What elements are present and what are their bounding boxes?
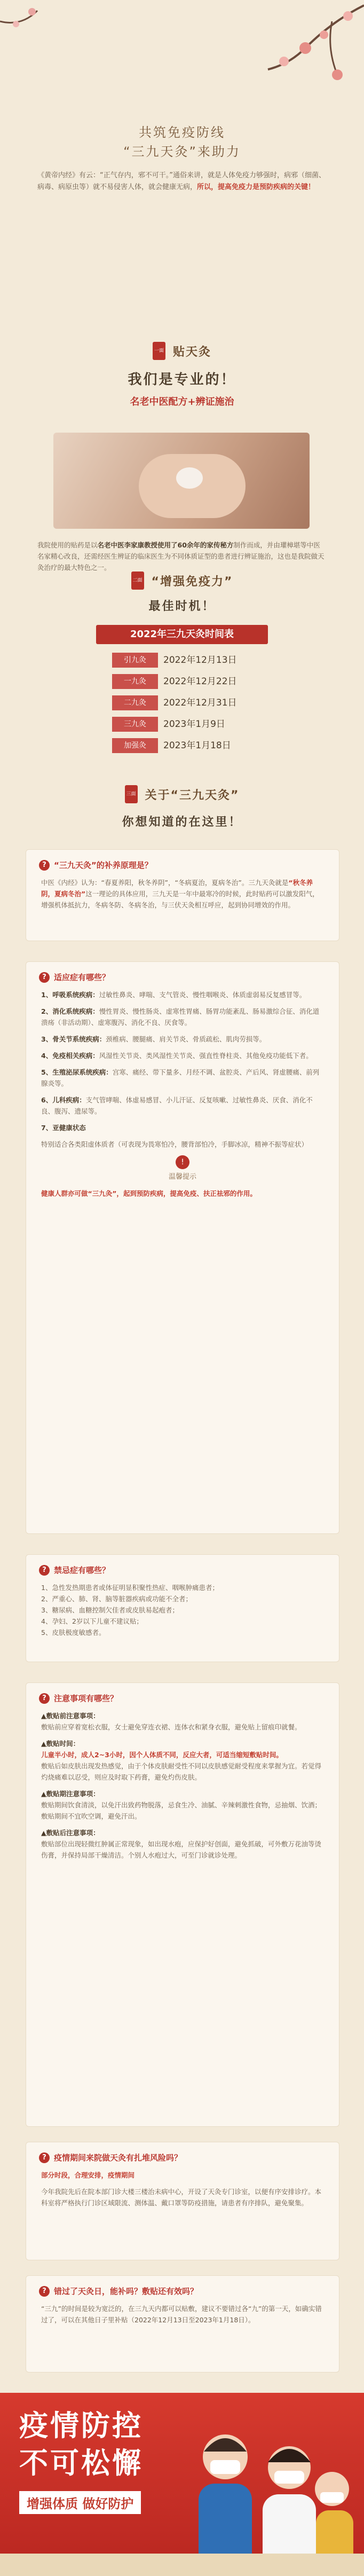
schedule-title: 2022年三九天灸时间表 <box>96 625 268 644</box>
schedule-row <box>112 695 272 711</box>
schedule-row <box>112 674 272 690</box>
faq-question-text: 适应症有哪些？ <box>54 973 110 982</box>
indication-item <box>41 1033 324 1045</box>
section1-para-bold: 名老中医李家康教授使用了60余年的家传秘方 <box>97 541 234 549</box>
indication-item <box>41 1050 324 1061</box>
faq-answer <box>26 1580 339 1646</box>
footer-stripe <box>0 2554 364 2576</box>
section3-badge: 三面 <box>125 785 138 803</box>
tip-label: 温馨提示 <box>168 1173 196 1181</box>
section2-badge: 二面 <box>131 571 144 590</box>
faq-answer <box>26 1708 339 1874</box>
indication-head: 3、骨关节系统疾病： <box>41 1035 106 1043</box>
schedule-label: 二九灸 <box>112 695 158 710</box>
indication-item <box>41 1006 324 1028</box>
faq-question <box>26 1555 339 1580</box>
indication-item <box>41 1067 324 1089</box>
faq-answer <box>26 2301 339 2338</box>
footer-banner <box>0 2393 364 2576</box>
precaution-red: 儿童半小时，成人2~3小时，因个人体质不同，反应大者，可适当缩短敷贴时间。 <box>41 1751 283 1759</box>
indication-item <box>41 1122 324 1133</box>
intro-highlight: 所以，提高免疫力是预防疾病的关键！ <box>197 183 315 191</box>
footer-line-1: 疫情防控 <box>19 2409 143 2442</box>
section1-paragraph <box>37 539 327 573</box>
schedule-row <box>112 738 272 754</box>
q1-text2: 这一理论的具体应用，三九天是一年中最寒冷的时候，此时贴药可以激发阳气，增强机体抵抗力，冬病冬防、冬病冬治，与三伏天灸相互呼应，起到协同增效的作用。 <box>41 890 319 909</box>
precaution-body: 敷贴后如皮肤出现发热感觉，由于个体皮肤耐受性不同以皮肤感觉耐受程度来掌握为宜。若觉得灼烧痛难以忍受，则应及时取下药膏，避免灼伤皮肤。 <box>41 1762 322 1781</box>
schedule-date: 2022年12月13日 <box>163 655 237 665</box>
precaution-head: ▲敷贴后注意事项： <box>41 1829 100 1837</box>
schedule-label: 引九灸 <box>112 653 158 668</box>
section1-title <box>0 342 364 360</box>
footer-line-2: 不可松懈 <box>19 2446 143 2480</box>
precaution-block <box>41 1788 324 1822</box>
section3-subtitle: 你想知道的在这里！ <box>122 816 242 829</box>
precaution-head: ▲敷贴期注意事项： <box>41 1790 100 1798</box>
q5-red-line: 部分时段，合理安排，疫情期间 <box>41 2171 135 2179</box>
faq-question-text: 禁忌症有哪些？ <box>54 1565 110 1575</box>
intro-text: 《黄帝内经》有云：“正气存内，邪不可干。”通俗来讲，就是人体免疫力够强时，病邪（细菌、病毒、病原虫等）就不易侵害人体，就会健康无病， <box>37 171 326 191</box>
plum-blossom-decoration <box>225 0 364 96</box>
faq-card-crowding <box>26 2142 339 2260</box>
schedule-label: 三九灸 <box>112 717 158 732</box>
precaution-body: 敷贴前应穿着宽松衣服，女士避免穿连衣裙、连体衣和紧身衣服，避免贴上留痕印就餐。 <box>41 1723 302 1731</box>
faq-question-text: 疫情期间来院做天灸有扎堆风险吗？ <box>54 2153 183 2163</box>
indication-head: 5、生殖泌尿系统疾病： <box>41 1068 113 1076</box>
q1-text1: 中医《内经》认为：“春夏养阳，秋冬养阴”，“冬病夏治，夏病冬治”。三九天灸就是 <box>41 879 289 887</box>
section1-title-text: 贴天灸 <box>172 345 211 359</box>
plum-branch-left-decoration <box>0 0 75 64</box>
footer-tag: 增强体质 做好防护 <box>19 2491 141 2514</box>
indication-head: 2、消化系统疾病： <box>41 1007 99 1015</box>
faq-question-text: 错过了天灸日，能补吗？敷贴还有效吗？ <box>54 2287 199 2296</box>
schedule-row <box>112 653 272 669</box>
section2-title <box>0 571 364 590</box>
schedule-date: 2023年1月18日 <box>163 740 231 751</box>
indication-head: 6、儿科疾病： <box>41 1096 86 1104</box>
precaution-block <box>41 1738 324 1783</box>
indication-body: 慢性胃炎、慢性肠炎、虚寒性胃痛、肠胃功能紊乱、肠易激综合征、消化道溃疡（非活动期）、虚寒腹泻、消化不良、厌食等。 <box>41 1007 320 1027</box>
faq-card-indications <box>26 961 339 1534</box>
indication-body: 风湿性关节炎、类风湿性关节炎、强直性脊柱炎、其他免疫功能低下者。 <box>99 1052 313 1060</box>
schedule-label: 加强灸 <box>112 738 158 753</box>
tip-text: 健康人群亦可做“三九灸”，起到预防疾病，提高免疫、扶正祛邪的作用。 <box>41 1189 257 1197</box>
section1-subtitle: 我们是专业的！ <box>128 372 236 388</box>
indication-item <box>41 1094 324 1117</box>
faq-answer <box>26 875 339 918</box>
q1-red: “秋冬养阴，夏病冬治” <box>41 879 313 898</box>
precaution-body: 敷贴部位出现轻微红肿属正常现象，如出现水疱，应保护好创面，避免抓破，可外敷万花油等烫伤膏，并保持局部干燥清洁。个别人水疱过大，可至门诊就诊处理。 <box>41 1840 322 1859</box>
intro-paragraph <box>37 170 327 193</box>
precaution-block <box>41 1710 324 1733</box>
faq-question-text: 注意事项有哪些？ <box>54 1694 118 1703</box>
question-icon: ? <box>39 972 50 983</box>
header-line-2: “三九天灸”来助力 <box>123 144 241 159</box>
section1-red-subtitle: 名老中医配方+辨证施治 <box>130 396 234 408</box>
question-icon: ? <box>39 860 50 871</box>
section3-title-text: 关于“三九天灸” <box>145 788 240 802</box>
faq-question-text: “三九天灸”的补养原理是？ <box>54 860 153 870</box>
section1-para-prefix: 我院使用的贴药是以 <box>37 541 98 549</box>
q5-text: 今年我院先后在院本部门诊大楼三楼治未病中心，开设了天灸专门诊室，以便有序安排诊疗。本科室将严格执行门诊区域限流、测体温、戴口罩等防疫措施，请患者有序排队，避免聚集。 <box>41 2188 322 2207</box>
q6-text: “三九”的时间是较为宽泛的，在三九天内都可以贴敷，建议不要错过各“九”的第一天，如确实错过了，可以在其他日子里补贴（2022年12月13日至2023年1月18日）。 <box>41 2305 322 2324</box>
indication-item <box>41 989 324 1000</box>
precaution-head: ▲敷贴时间： <box>41 1740 80 1748</box>
patch-application-photo <box>53 433 310 529</box>
indication-extra: 特别适合各类阳虚体质者（可表现为畏寒怕冷，腰背部怕冷，手脚冰凉，精神不振等症状） <box>41 1140 308 1148</box>
masked-people-illustration <box>183 2409 353 2569</box>
faq-card-principle <box>26 849 339 941</box>
contraindication-item: 1、急性发热期患者或体征明显积聚性热症、咽喉肿痛患者； <box>41 1584 219 1592</box>
section2-subtitle: 最佳时机！ <box>148 600 216 613</box>
schedule-date: 2022年12月31日 <box>163 698 237 708</box>
schedule-row <box>112 717 272 733</box>
header-line-1: 共筑免疫防线 <box>139 125 225 140</box>
page-header <box>0 123 364 161</box>
faq-answer <box>26 2167 339 2221</box>
tip-icon: ! <box>176 1155 189 1169</box>
section2-title-text: “增强免疫力” <box>151 575 233 589</box>
indication-head: 1、呼吸系统疾病： <box>41 991 99 999</box>
contraindication-item: 5、皮肤极度敏感者。 <box>41 1628 106 1637</box>
contraindication-item: 4、孕妇、2岁以下儿童不建议贴； <box>41 1617 143 1625</box>
photo-patch <box>176 467 203 489</box>
faq-question <box>26 2142 339 2167</box>
faq-card-makeup <box>26 2275 339 2373</box>
indication-body: 支气管哮喘、体虚易感冒、小儿汗证、反复咳嗽、过敏性鼻炎、厌食、消化不良、腹泻、遗尿等。 <box>41 1096 313 1115</box>
faq-question <box>26 2276 339 2301</box>
faq-answer <box>26 987 339 1212</box>
indication-body: 过敏性鼻炎、哮喘、支气管炎、慢性咽喉炎、体质虚弱易反复感冒等。 <box>99 991 306 999</box>
indication-head: 7、亚健康状态 <box>41 1124 86 1132</box>
faq-question <box>26 962 339 987</box>
contraindication-item: 3、糖尿病、血糖控制欠佳者或皮肤易起疱者； <box>41 1606 179 1614</box>
precaution-body: 敷贴期间饮食清淡，以免汗出致药物脱落，忌食生冷、油腻、辛辣刺激性食物，忌抽烟、饮酒；敷贴期间不宜吹空调，避免汗出。 <box>41 1801 322 1820</box>
faq-question <box>26 1683 339 1708</box>
section3-title <box>0 785 364 803</box>
faq-question <box>26 850 339 875</box>
question-icon: ? <box>39 2286 50 2297</box>
faq-card-contraindications <box>26 1554 339 1662</box>
indication-body: 颈椎病、腰腿痛、肩关节炎、骨质疏松、肌肉劳损等。 <box>106 1035 266 1043</box>
indication-head: 4、免疫相关疾病： <box>41 1052 99 1060</box>
question-icon: ? <box>39 1693 50 1704</box>
indication-body: 宫寒、痛经、带下量多、月经不调、盆腔炎、产后风、肾虚腰痛、前列腺炎等。 <box>41 1068 320 1087</box>
question-icon: ? <box>39 2152 50 2163</box>
schedule-label: 一九灸 <box>112 674 158 689</box>
section1-badge: 一面 <box>153 342 165 360</box>
schedule-date: 2023年1月9日 <box>163 719 225 730</box>
contraindication-item: 2、严重心、肺、肾、脑等脏器疾病或功能不全者； <box>41 1595 192 1603</box>
question-icon: ? <box>39 1565 50 1576</box>
faq-card-precautions <box>26 1682 339 2127</box>
section1-para-suffix: 制作而成，并由瓘樟堪等中医名家精心改良，还需经医生辨证的临床医生为不同体质证型的患者进行辨证施治，这也是我院做天灸治疗的最大特色之一。 <box>37 541 325 571</box>
schedule-date: 2022年12月22日 <box>163 676 237 687</box>
precaution-head: ▲敷贴前注意事项： <box>41 1712 100 1720</box>
precaution-block <box>41 1827 324 1861</box>
